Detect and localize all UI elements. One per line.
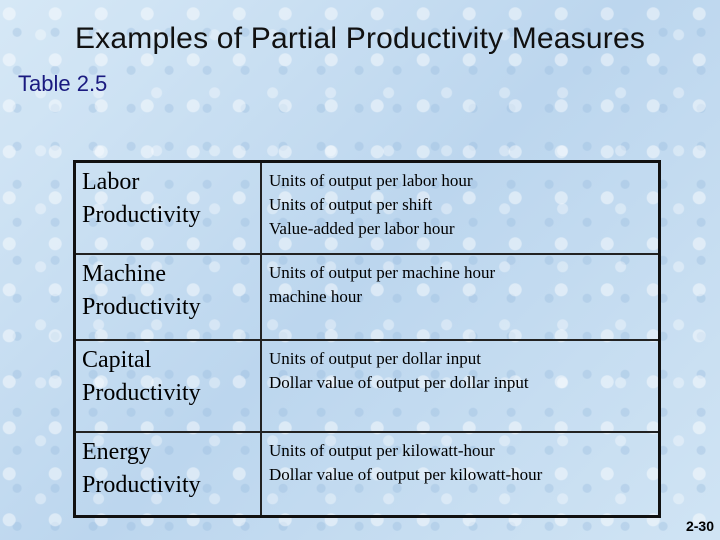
- table-row-capital: [75, 340, 660, 432]
- measure-text: machine hour: [269, 287, 362, 306]
- category-label: Productivity: [82, 380, 201, 406]
- category-cell: [75, 340, 262, 432]
- measure-text: Units of output per labor hour: [269, 171, 473, 190]
- category-label: Capital: [82, 347, 152, 373]
- table-row-machine: [75, 254, 660, 340]
- productivity-measures-table: [73, 160, 661, 518]
- measure-text: Dollar value of output per kilowatt-hour: [269, 465, 543, 484]
- category-label: Machine: [82, 261, 166, 287]
- table-caption: Table 2.5: [18, 71, 108, 96]
- category-label: Energy: [82, 439, 151, 465]
- measures-cell: [261, 254, 660, 340]
- slide-title: Examples of Partial Productivity Measures: [74, 22, 646, 55]
- table-row-labor: [75, 162, 660, 255]
- table-row-energy: [75, 432, 660, 517]
- measures-cell: [261, 340, 660, 432]
- measure-text: Value-added per labor hour: [269, 219, 455, 238]
- category-cell: [75, 432, 262, 517]
- category-label: Labor: [82, 169, 140, 195]
- measure-text: Units of output per kilowatt-hour: [269, 441, 495, 460]
- measure-text: Units of output per dollar input: [269, 349, 482, 368]
- category-label: Productivity: [82, 202, 201, 228]
- measures-cell: [261, 162, 660, 255]
- measure-text: Units of output per machine hour: [269, 263, 496, 282]
- measure-text: Units of output per shift: [269, 195, 433, 214]
- category-label: Productivity: [82, 472, 201, 498]
- category-cell: [75, 162, 262, 255]
- measures-cell: [261, 432, 660, 517]
- page-number: 2-30: [685, 518, 714, 534]
- measure-text: Dollar value of output per dollar input: [269, 373, 529, 392]
- category-label: Productivity: [82, 294, 201, 320]
- category-cell: [75, 254, 262, 340]
